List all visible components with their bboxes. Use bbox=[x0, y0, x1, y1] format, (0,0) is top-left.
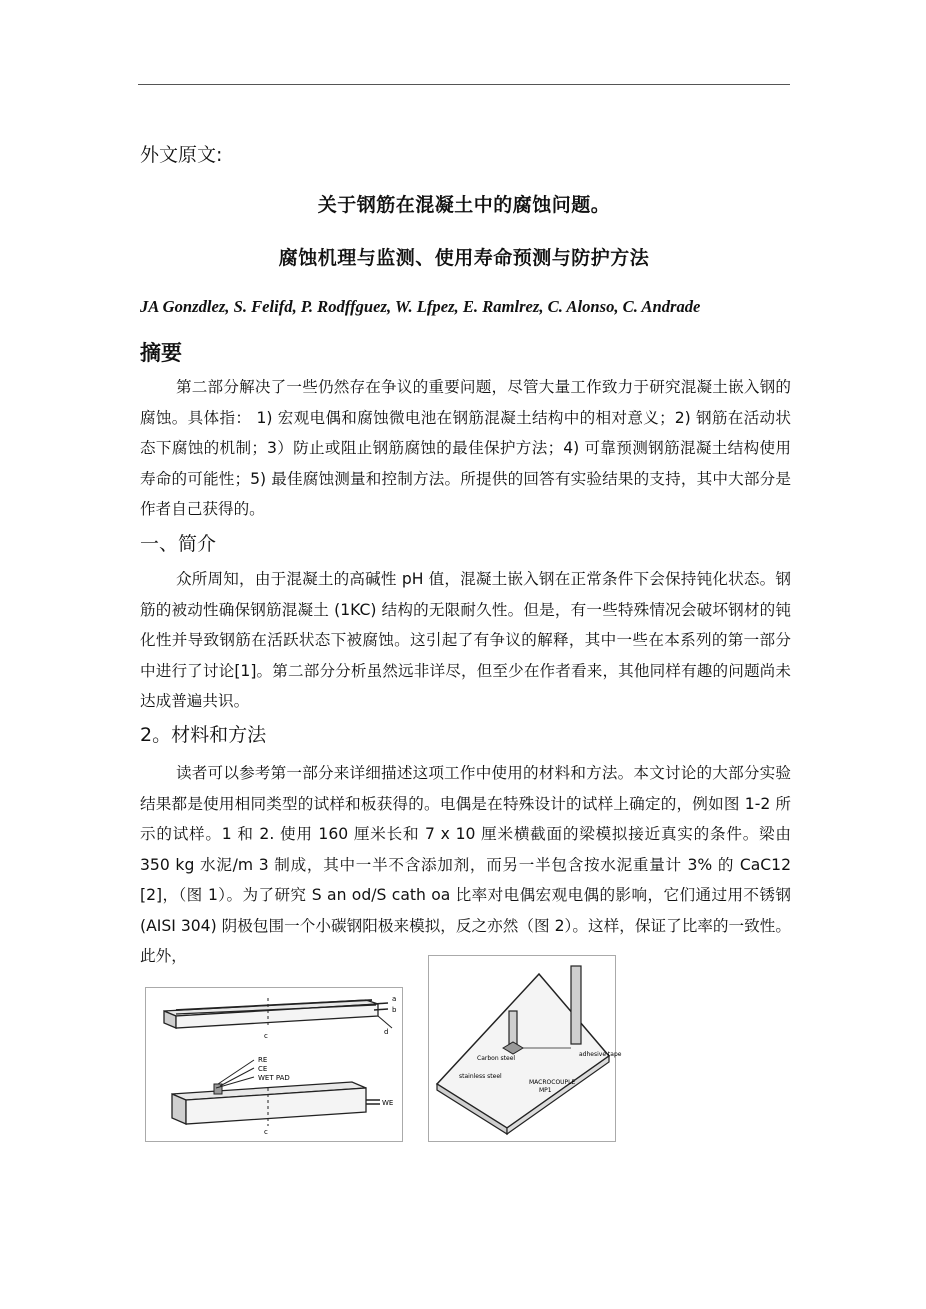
figure-2-drawing bbox=[429, 956, 622, 1141]
figure-1-label-c-bottom: c bbox=[264, 1128, 268, 1136]
figure-1-label-d: d bbox=[384, 1028, 389, 1036]
figure-1-label-ce: CE bbox=[258, 1065, 268, 1073]
author-list: JA Gonzdlez, S. Felifd, P. Rodffguez, W. Lfpez, E. Ramlrez, C. Alonso, C. Andrade bbox=[140, 297, 701, 316]
section-1-heading: 一、简介 bbox=[140, 533, 217, 555]
figure-2-label-mp1: MP1 bbox=[539, 1087, 552, 1094]
figure-1-label-a: a bbox=[392, 995, 397, 1003]
figure-1-label-c-top: c bbox=[264, 1032, 268, 1040]
section-1-paragraph: 众所周知，由于混凝土的高碱性 pH 值，混凝土嵌入钢在正常条件下会保持钝化状态。钢筋的被动性确保钢筋混凝土 (1KC) 结构的无限耐久性。但是，有一些特殊情况会破坏钢材的钝化性并导致钢筋在活跃状态下被腐蚀。这引起了有争议的解释，其中一些在本系列的第一部分中进行了讨论[1]。第二部分分析虽然远非详尽，但至少在作者看来，其他同样有趣的问题尚未达成普遍共识。 bbox=[140, 570, 791, 710]
section-2-paragraph: 读者可以参考第一部分来详细描述这项工作中使用的材料和方法。本文讨论的大部分实验结果都是使用相同类型的试样和板获得的。电偶是在特殊设计的试样上确定的，例如图 1-2 所示的试样。1 和 2. 使用 160 厘米长和 7 x 10 厘米横截面的梁模拟接近真实的条件。梁由 350 kg 水泥/m 3 制成，其中一半不含添加剂，而另一半包含按水泥重量计 3% 的 CaC12 [2]，（图 1）。为了研究 S an od/S cath oa 比率对电偶宏观电偶的影响，它们通过用不锈钢 (AISI 304) 阴极包围一个小碳钢阳极来模拟，反之亦然（图 2）。这样，保证了比率的一致性。此外， bbox=[140, 764, 791, 965]
paper-title-line-2: 腐蚀机理与监测、使用寿命预测与防护方法 bbox=[278, 247, 650, 269]
figure-2-label-stainless-steel: stainless steel bbox=[459, 1073, 502, 1080]
abstract-heading: 摘要 bbox=[140, 341, 182, 365]
figure-1-beam-diagram bbox=[145, 987, 403, 1142]
figure-2-label-carbon-steel: Carbon steel bbox=[477, 1055, 516, 1062]
figure-1-label-b: b bbox=[392, 1006, 397, 1014]
section-2-heading: 2。材料和方法 bbox=[140, 724, 267, 746]
header-rule bbox=[138, 84, 790, 85]
abstract-paragraph: 第二部分解决了一些仍然存在争议的重要问题，尽管大量工作致力于研究混凝土嵌入钢的腐蚀。具体指： 1) 宏观电偶和腐蚀微电池在钢筋混凝土结构中的相对意义；2) 钢筋在活动状态下腐蚀的机制；3）防止或阻止钢筋腐蚀的最佳保护方法；4) 可靠预测钢筋混凝土结构使用寿命的可能性；5) 最佳腐蚀测量和控制方法。所提供的回答有实验结果的支持，其中大部分是作者自己获得的。 bbox=[140, 378, 791, 518]
figure-1-label-re: RE bbox=[258, 1056, 268, 1064]
source-label: 外文原文: bbox=[140, 144, 223, 166]
figure-2-label-adhesive-tape: adhesive tape bbox=[579, 1051, 622, 1058]
figure-1-label-wet-pad: WET PAD bbox=[258, 1074, 290, 1082]
figure-2-plate-diagram bbox=[428, 955, 622, 1142]
figure-2-label-macrocouple: MACROCOUPLE bbox=[529, 1079, 576, 1086]
paper-title-line-1: 关于钢筋在混凝土中的腐蚀问题。 bbox=[317, 194, 611, 216]
figure-1-drawing bbox=[146, 988, 402, 1141]
figure-1-label-we: WE bbox=[382, 1099, 394, 1107]
